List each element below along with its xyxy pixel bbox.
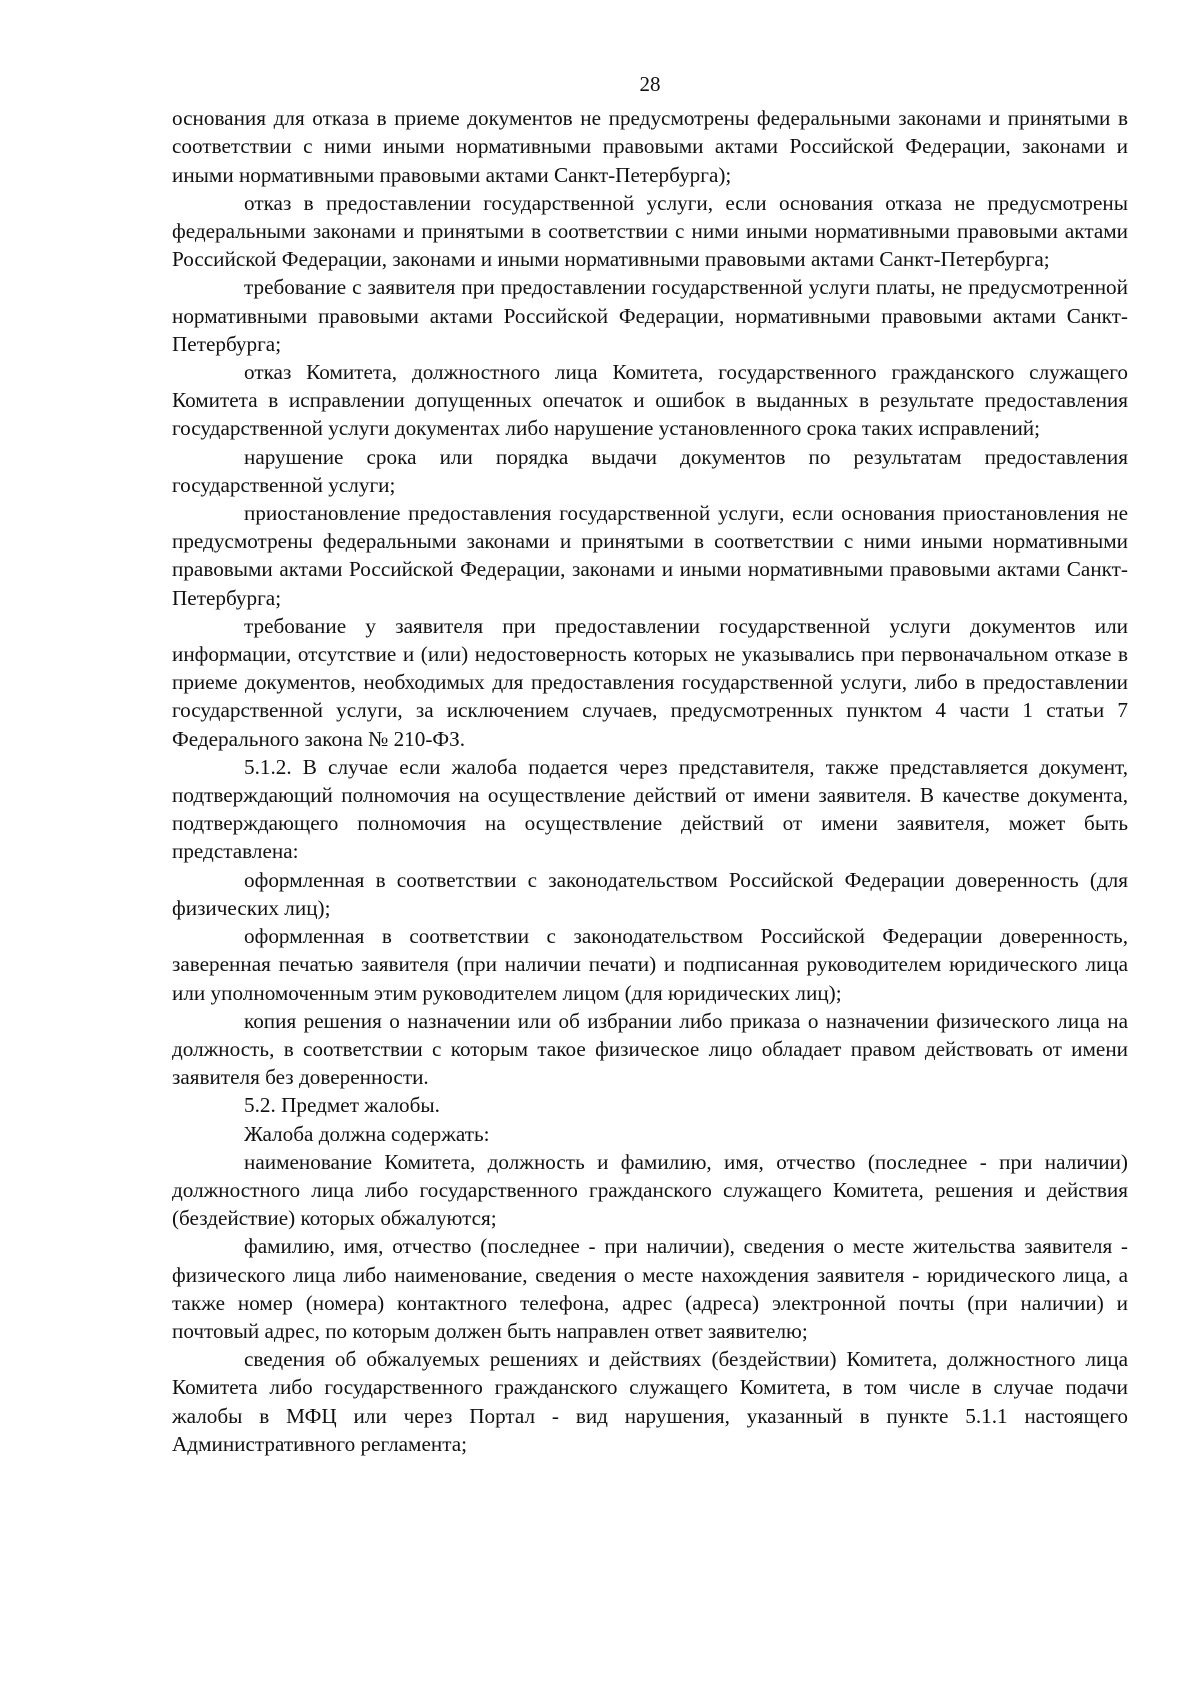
document-body <box>172 104 1128 1458</box>
paragraph: 5.1.2. В случае если жалоба подается через представителя, также представляется документ, подтверждающий полномочия на осуществление действий от имени заявителя. В качестве документа, подтверждающего полномочия на осуществление действий от имени заявителя, может быть представлена: <box>172 754 1128 864</box>
paragraph: основания для отказа в приеме документов не предусмотрены федеральными законами и принятыми в соответствии с ними иными нормативными правовыми актами Российской Федерации, законами и иными нормативными правовыми актами Санкт-Петербурга); <box>172 106 1128 187</box>
paragraph: сведения об обжалуемых решениях и действиях (бездействии) Комитета, должностного лица Комитета либо государственного гражданского служащего Комитета, в том числе в случае подачи жалобы в МФЦ или через Портал - вид нарушения, указанный в пункте 5.1.1 настоящего Административного регламента; <box>172 1347 1128 1456</box>
paragraph: наименование Комитета, должность и фамилию, имя, отчество (последнее - при наличии) должностного лица либо государственного гражданского служащего Комитета, решения и действия (бездействие) которых обжалуются; <box>172 1149 1128 1231</box>
paragraph: оформленная в соответствии с законодательством Российской Федерации доверенность (для физических лиц); <box>172 867 1128 920</box>
paragraph: требование с заявителя при предоставлении государственной услуги платы, не предусмотренной нормативными правовыми актами Российской Федерации, нормативными правовыми актами Санкт-Петербурга; <box>172 275 1128 356</box>
paragraph: оформленная в соответствии с законодательством Российской Федерации доверенность, заверенная печатью заявителя (при наличии печати) и подписанная руководителем юридического лица или уполномоченным этим руководителем лицом (для юридических лиц); <box>172 924 1128 1005</box>
paragraph: приостановление предоставления государственной услуги, если основания приостановления не предусмотрены федеральными законами и принятыми в соответствии с ними иными нормативными правовыми актами Российской Федерации, законами и иными нормативными правовыми актами Санкт-Петербурга; <box>172 501 1128 610</box>
paragraph: требование у заявителя при предоставлении государственной услуги документов или информации, отсутствие и (или) недостоверность которых не указывались при первоначальном отказе в приеме документов, необходимых для предоставления государственной услуги, либо в предоставлении государственной услуги, за исключением случаев, предусмотренных пунктом 4 части 1 статьи 7 Федерального закона № 210-ФЗ. <box>172 613 1128 751</box>
paragraph: отказ в предоставлении государственной услуги, если основания отказа не предусмотрены федеральными законами и принятыми в соответствии с ними иными нормативными правовыми актами Российской Федерации, законами и иными нормативными правовыми актами Санкт-Петербурга; <box>172 190 1128 272</box>
paragraph: нарушение срока или порядка выдачи документов по результатам предоставления государственной услуги; <box>172 444 1128 497</box>
paragraph: отказ Комитета, должностного лица Комитета, государственного гражданского служащего Комитета в исправлении допущенных опечаток и ошибок в выданных в результате предоставления государственной услуги документах либо нарушение установленного срока таких исправлений; <box>172 360 1128 441</box>
page-number: 28 <box>639 72 661 96</box>
document-page <box>172 70 1128 1458</box>
paragraph: Жалоба должна содержать: <box>244 1121 490 1146</box>
section-heading: 5.2. Предмет жалобы. <box>244 1093 440 1118</box>
paragraph: копия решения о назначении или об избрании либо приказа о назначении физического лица на должность, в соответствии с которым такое физическое лицо обладает правом действовать от имени заявителя без доверенности. <box>172 1008 1128 1090</box>
paragraph: фамилию, имя, отчество (последнее - при наличии), сведения о месте жительства заявителя - физического лица либо наименование, сведения о месте нахождения заявителя - юридического лица, а также номер (номера) контактного телефона, адрес (адреса) электронной почты (при наличии) и почтовый адрес, по которым должен быть направлен ответ заявителю; <box>172 1234 1128 1343</box>
